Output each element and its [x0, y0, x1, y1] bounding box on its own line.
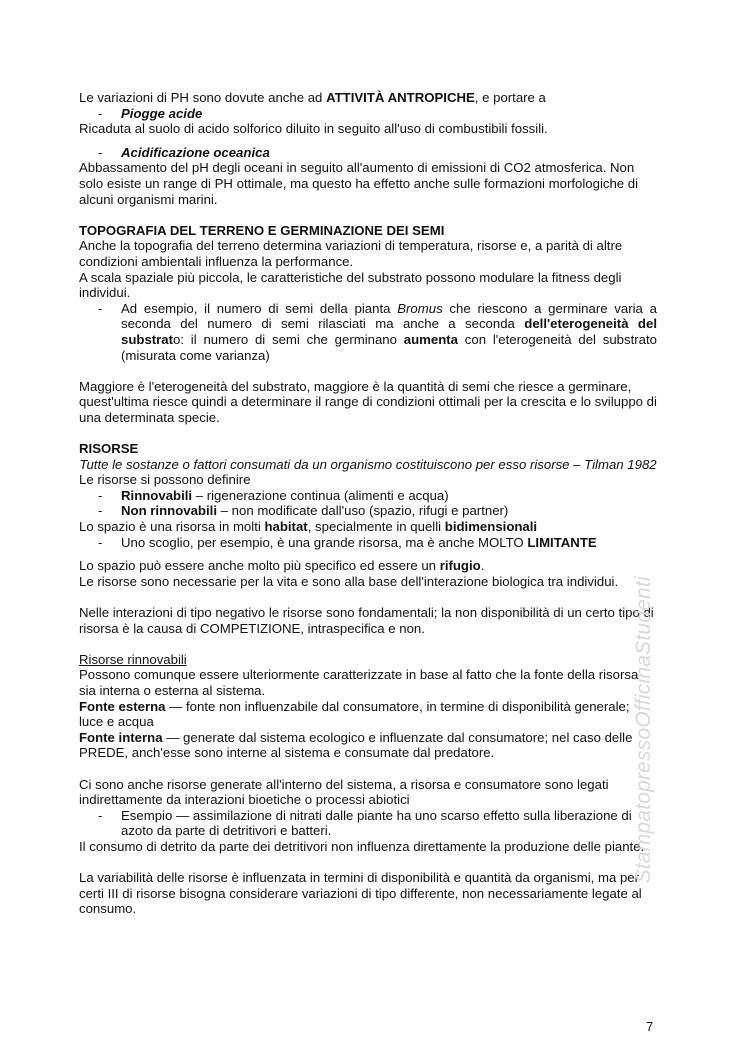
- rinnovabili-p1: Possono comunque essere ulteriormente caratterizzate in base al fatto che la fonte della risorsa sia interna o esterna al sistema.: [79, 667, 639, 698]
- fonte-esterna: Fonte esterna — fonte non influenzabile dal consumatore, in termine di disponibilità generale; luce e acqua: [79, 698, 630, 730]
- tilman-quote: Tutte le sostanze o fattori consumati da un organismo costituiscono per esso risorse – Tilman 1982: [79, 456, 657, 472]
- list-item-bromus: - Ad esempio, il numero di semi della pianta Bromus che riescono a germinare varia a seconda del numero di semi rilasciati ma anche a seconda dell'eterogeneità del substrato: il numero di semi che germinano aumenta con l'eterogeneità del substrato (misurata come varianza): [98, 300, 658, 363]
- rifugio-line: Lo spazio può essere anche molto più specifico ed essere un rifugio.: [79, 558, 485, 574]
- risorse-intro: Le risorse si possono definire: [79, 472, 251, 488]
- fonte-interna: Fonte interna — generate dal sistema ecologico e influenzate dal consumatore; nel caso delle PREDE, anch'esse sono interne al sistema e consumate dal predatore.: [79, 729, 633, 761]
- negativo-paragraph: Nelle interazioni di tipo negativo le risorse sono fondamentali; la non disponibilità di un certo tipo di risorsa è la causa di COMPETIZIONE, intraspecifica e non.: [79, 605, 654, 636]
- document-body: [79, 90, 657, 917]
- list-item-scoglio: - Uno scoglio, per esempio, è una grande risorsa, ma è anche MOLTO LIMITANTE: [98, 534, 597, 550]
- risorse-heading: RISORSE: [79, 441, 139, 457]
- spazio-line: Lo spazio è una risorsa in molti habitat, specialmente in quelli bidimensionali: [79, 519, 538, 535]
- rinnovabili-p2: Ci sono anche risorse generate all'interno del sistema, a risorsa e consumatore sono legati indirettamente da interazioni bioetiche o processi abiotici: [79, 776, 609, 808]
- intro-line: Le variazioni di PH sono dovute anche ad ATTIVITÀ ANTROPICHE, e portare a: [79, 90, 546, 105]
- list-item-non-rinnovabili: - Non rinnovabili – non modificate dall'uso (spazio, rifugi e partner): [98, 503, 509, 519]
- acidificazione-text: Abbassamento del pH degli oceani in seguito all'aumento di emissioni di CO2 atmosferica. Non solo esiste un range di PH ottimale, ma questo ha effetto anche sulle formazioni morfologiche di alcuni organismi marini.: [79, 160, 639, 207]
- topografia-heading: TOPOGRAFIA DEL TERRENO E GERMINAZIONE DEI SEMI: [79, 222, 445, 238]
- rinnovabili-heading: Risorse rinnovabili: [79, 651, 187, 667]
- watermark: StampatopressoOfficinaStudenti: [632, 576, 656, 884]
- rinnovabili-p3: Il consumo di detrito da parte dei detritivori non influenza direttamente la produzione delle piante.: [79, 838, 645, 854]
- rinnovabili-p4: La variabilità delle risorse è influenzata in termini di disponibilità e quantità da organismi, ma per certi III di risorse bisogna considerare variazioni di tipo differente, non necessariamente legate al consumo.: [79, 870, 642, 917]
- necessarie-line: Le risorse sono necessarie per la vita e sono alla base dell'interazione biologica tra individui.: [79, 573, 619, 589]
- list-item-acidificazione: - Acidificazione oceanica: [98, 144, 270, 160]
- list-item-rinnovabili: - Rinnovabili – rigenerazione continua (alimenti e acqua): [98, 487, 449, 503]
- piogge-text: Ricaduta al suolo di acido solforico diluito in seguito all'uso di combustibili fossili.: [79, 121, 548, 137]
- page-number: 7: [646, 1019, 654, 1034]
- list-item-nitrati: - Esempio — assimilazione di nitrati dalle piante ha uno scarso effetto sulla liberazione di azoto da parte di detritivori e batteri.: [98, 807, 632, 839]
- topografia-p3: Maggiore è l'eterogeneità del substrato, maggiore è la quantità di semi che riesce a germinare, quest'ultima riesce quindi a determinare il range di condizioni ottimali per la crescita e lo sviluppo di una determinata specie.: [79, 378, 657, 425]
- topografia-p1: Anche la topografia del terreno determina variazioni di temperatura, risorse e, a parità di altre condizioni ambientali influenza la performance.: [79, 238, 623, 269]
- topografia-p2: A scala spaziale più piccola, le caratteristiche del substrato possono modulare la fitness degli individui.: [79, 269, 622, 301]
- list-item-piogge: - Piogge acide: [98, 105, 203, 121]
